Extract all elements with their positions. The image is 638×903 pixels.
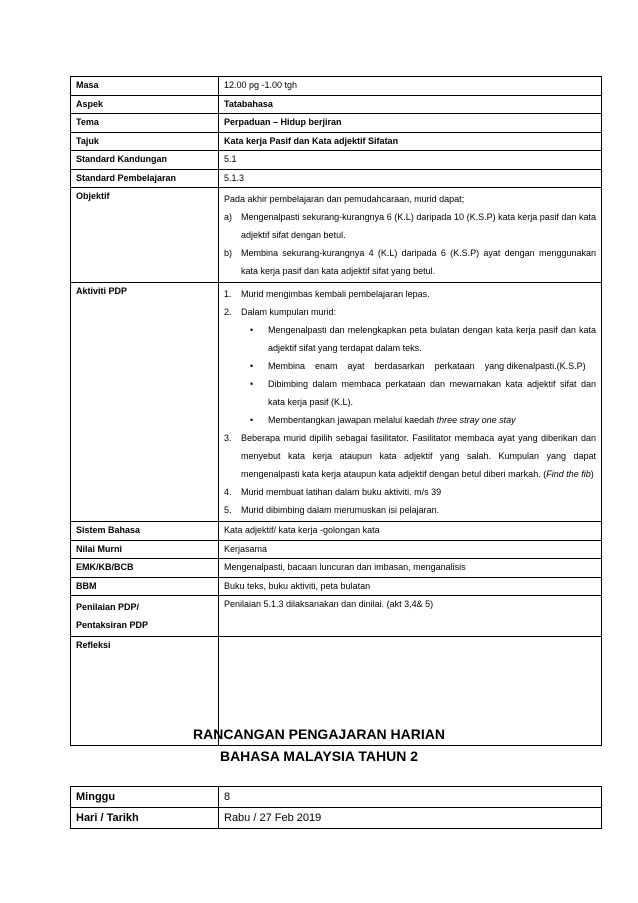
table-row (71, 787, 602, 808)
page-title: RANCANGAN PENGAJARAN HARIAN (192, 726, 445, 742)
row-label: Standard Pembelajaran (71, 169, 219, 188)
aktiviti-bullet: • Membentangkan jawapan melalui kaedah three stray one stay (224, 411, 596, 429)
table-row (71, 577, 602, 596)
row-label: Standard Kandungan (71, 151, 219, 170)
aktiviti-row (71, 283, 602, 522)
aktiviti-bullet: • Dibimbing dalam membaca perkataan dan mewarnakan kata adjektif sifat dan kata kerja pasif (K.L). (224, 375, 596, 411)
table-row (71, 114, 602, 133)
row-label: BBM (71, 577, 219, 596)
bullet-icon: • (250, 379, 254, 389)
aktiviti-step: 1. Murid mengimbas kembali pembelajaran lepas. (224, 289, 430, 299)
row-value: Kerjasama (219, 540, 602, 559)
table-row (71, 169, 602, 188)
aktiviti-bullet: • Mengenalpasti dan melengkapkan peta bulatan dengan kata kerja pasif dan kata adjektif sifat yang terdapat dalam teks. (224, 321, 596, 357)
objektif-content (219, 188, 602, 283)
row-label: EMK/KB/BCB (71, 559, 219, 578)
row-value: Tatabahasa (219, 95, 602, 114)
row-label: Minggu (71, 787, 219, 808)
aktiviti-bullet: • Membina enam ayat berdasarkan perkataan yang dikenalpasti.(K.S.P) (224, 357, 596, 375)
row-label: Masa (71, 77, 219, 96)
bullet-icon: • (250, 325, 254, 335)
penilaian-label: Penilaian PDP/ Pentaksiran PDP (71, 596, 219, 637)
page-subtitle: BAHASA MALAYSIA TAHUN 2 (219, 748, 419, 764)
row-value: 8 (219, 787, 602, 808)
objektif-item: a) Mengenalpasti sekurang-kurangnya 6 (K.L) daripada 10 (K.S.P) kata kerja pasif dan kata adjektif sifat dengan betul. (224, 212, 596, 240)
row-value: 5.1.3 (219, 169, 602, 188)
table-row (71, 808, 602, 829)
table-row (71, 559, 602, 578)
bullet-icon: • (250, 415, 254, 425)
objektif-row (71, 188, 602, 283)
objektif-intro: Pada akhir pembelajaran dan pemudahcaraan, murid dapat; (224, 194, 465, 204)
aktiviti-step: 3. Beberapa murid dipilih sebagai fasilitator. Fasilitator membaca ayat yang diberikan dan menyebut kata kerja ataupun kata adjektif yang salah. Kumpulan yang dapat mengenalpasti kata kerja ataupun kata adjektif dengan betul diberi markah. (Find the fib) (224, 433, 596, 479)
table-row (71, 522, 602, 541)
objektif-item: b) Membina sekurang-kurangnya 4 (K.L) daripada 6 (K.S.P) ayat dengan menggunakan kata kerja pasif dan kata adjektif sifat yang betul. (224, 248, 596, 276)
aktiviti-step: 2. Dalam kumpulan murid: (224, 307, 337, 317)
row-label: Nilai Murni (71, 540, 219, 559)
refleksi-label: Refleksi (71, 637, 219, 746)
penilaian-row (71, 596, 602, 637)
row-value: Buku teks, buku aktiviti, peta bulatan (219, 577, 602, 596)
row-label: Tema (71, 114, 219, 133)
aktiviti-label: Aktiviti PDP (71, 283, 219, 522)
row-label: Tajuk (71, 132, 219, 151)
aktiviti-step: 4. Murid membuat latihan dalam buku aktiviti. m/s 39 (224, 487, 442, 497)
row-value: 5.1 (219, 151, 602, 170)
row-value: 12.00 pg -1.00 tgh (219, 77, 602, 96)
row-value: Rabu / 27 Feb 2019 (219, 808, 602, 829)
table-row (71, 77, 602, 96)
aktiviti-content (219, 283, 602, 522)
table-row (71, 132, 602, 151)
table-row (71, 95, 602, 114)
penilaian-value: Penilaian 5.1.3 dilaksanakan dan dinilai. (akt 3,4& 5) (219, 596, 602, 637)
lesson-plan-table (70, 76, 602, 746)
row-value: Mengenalpasti, bacaan luncuran dan imbasan, menganalisis (219, 559, 602, 578)
objektif-label: Objektif (71, 188, 219, 283)
table-row (71, 540, 602, 559)
table-row (71, 151, 602, 170)
aktiviti-step: 5. Murid dibimbing dalam merumuskan isi pelajaran. (224, 505, 440, 515)
row-label: Sistem Bahasa (71, 522, 219, 541)
second-table (70, 786, 602, 829)
row-label: Hari / Tarikh (71, 808, 219, 829)
row-value: Kata kerja Pasif dan Kata adjektif Sifatan (219, 132, 602, 151)
row-value: Perpaduan – Hidup berjiran (219, 114, 602, 133)
bullet-icon: • (250, 361, 254, 371)
row-label: Aspek (71, 95, 219, 114)
row-value: Kata adjektif/ kata kerja -golongan kata (219, 522, 602, 541)
